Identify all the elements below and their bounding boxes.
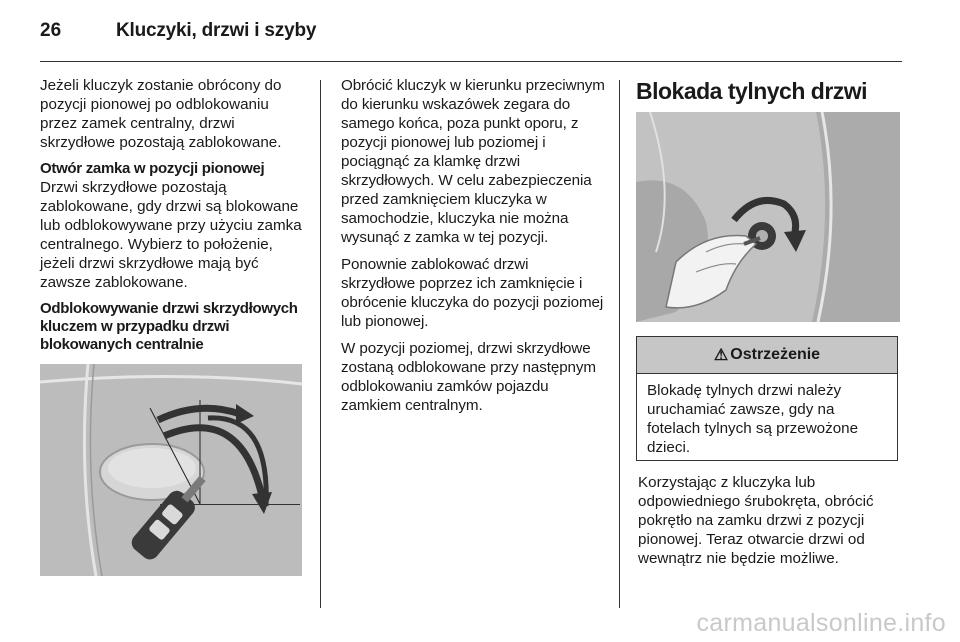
column-1	[40, 76, 308, 354]
subheading-vertical-position: Otwór zamka w pozycji pionowej	[40, 160, 265, 177]
warning-header	[637, 337, 897, 374]
child-lock-instruction-paragraph: Korzystając z kluczyka lub odpowiedniego śrubokręta, obrócić pokrętło na zamku drzwi z pozycji pionowej. Teraz otwarcie drzwi od wewnątrz nie będzie możliwe.	[638, 474, 874, 567]
warning-triangle-icon: ⚠	[713, 347, 729, 364]
horizontal-position-paragraph: W pozycji poziomej, drzwi skrzydłowe zostaną odblokowane przy następnym odblokowaniu zamków pojazdu zamkiem centralnym.	[341, 340, 596, 414]
warning-box	[636, 336, 898, 461]
unlock-instruction-paragraph: Obrócić kluczyk w kierunku przeciwnym do kierunku wskazówek zegara do samego końca, poza punkt oporu, z pozycji pionowej lub poziomej i pociągnąć za klamkę drzwi skrzydłowych. W celu zabezpieczenia przed zamknięciem kluczyka w samochodzie, kluczyka nie można wysunąć z zamka w tej pozycji.	[341, 77, 605, 246]
page-header	[40, 20, 316, 50]
column-divider-2	[619, 80, 620, 608]
watermark: carmanualsonline.info	[696, 609, 946, 637]
header-rule	[40, 61, 902, 62]
page-number: 26	[40, 20, 62, 41]
page-title: Kluczyki, drzwi i szyby	[116, 20, 317, 41]
column-2	[341, 76, 606, 423]
warning-body: Blokadę tylnych drzwi należy uruchamiać zawsze, gdy na fotelach tylnych są przewożone dzieci.	[647, 382, 859, 456]
warning-title: Ostrzeżenie	[730, 346, 821, 363]
section-title: Blokada tylnych drzwi	[636, 78, 868, 104]
child-lock-illustration	[636, 112, 900, 322]
intro-paragraph: Jeżeli kluczyk zostanie obrócony do pozycji pionowej po odblokowaniu przez zamek centralny, drzwi skrzydłowe pozostają zablokowane.	[40, 77, 282, 151]
column-divider-1	[320, 80, 321, 608]
door-lock-key-illustration	[40, 364, 302, 576]
vertical-position-paragraph: Drzwi skrzydłowe pozostają zablokowane, gdy drzwi są blokowane lub odblokowywane przy użyciu zamka centralnego. Wybierz to położenie, jeżeli drzwi skrzydłowe mają być zawsze zablokowane.	[40, 179, 302, 291]
relock-instruction-paragraph: Ponownie zablokować drzwi skrzydłowe poprzez ich zamknięcie i obrócenie kluczyka do pozycji poziomej lub pionowej.	[341, 256, 604, 330]
subheading-unlock-with-key: Odblokowywanie drzwi skrzydłowych kluczem w przypadku drzwi blokowanych centralnie	[40, 300, 298, 353]
